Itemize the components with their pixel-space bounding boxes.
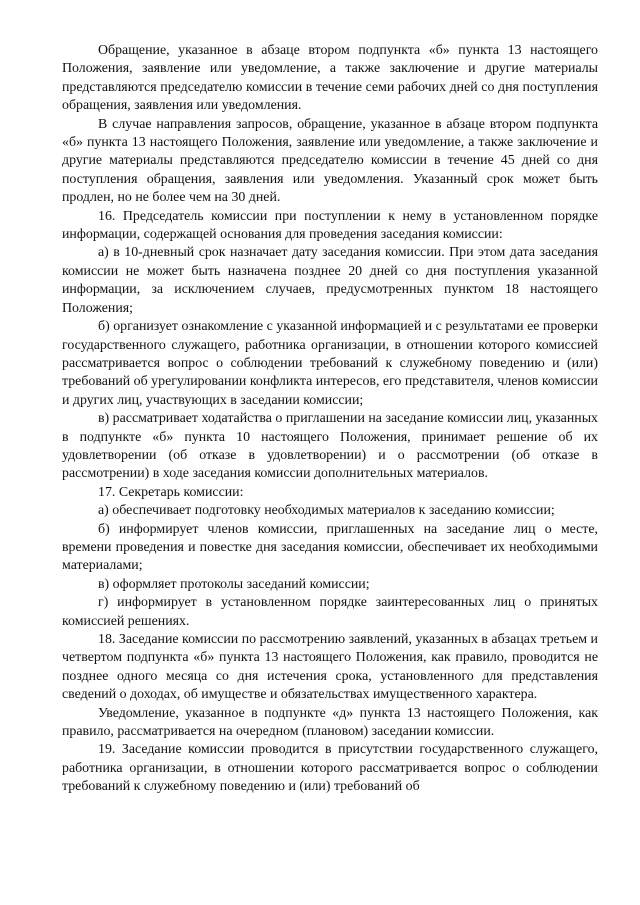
paragraph-17g: г) информирует в установленном порядке заинтересованных лиц о принятых комиссией решениях. [62, 595, 598, 629]
paragraph-16v: в) рассматривает ходатайства о приглашении на заседание комиссии лиц, указанных в подпункте «б» пункта 10 настоящего Положения, принимает решение об их удовлетворении (об отказе в удовлетворении) и о рассмотрении (об отказе в рассмотрении) в ходе заседания комиссии дополнительных материалов. [62, 411, 598, 482]
paragraph-17v: в) оформляет протоколы заседаний комиссии; [98, 576, 370, 592]
paragraph-17: 17. Секретарь комиссии: [98, 484, 244, 500]
paragraph-17b: б) информирует членов комиссии, приглашенных на заседание лиц о месте, времени проведения и повестке дня заседания комиссии, обеспечивает их необходимыми материалами; [62, 521, 598, 574]
paragraph-18-notice: Уведомление, указанное в подпункте «д» пункта 13 настоящего Положения, как правило, рассматривается на очередном (плановом) заседании комиссии. [62, 705, 598, 740]
paragraph-1: Обращение, указанное в абзаце втором подпункта «б» пункта 13 настоящего Положения, заявление или уведомление, а также заключение и другие материалы представляются председателю комиссии в течение семи рабочих дней со дня поступления обращения, заявления или уведомления. [62, 43, 598, 114]
paragraph-16: 16. Председатель комиссии при поступлении к нему в установленном порядке информации, содержащей основания для проведения заседания комиссии: [62, 208, 598, 243]
paragraph-16b: б) организует ознакомление с указанной информацией и с результатами ее проверки государственного служащего, работника организации, в отношении которого комиссией рассматривается вопрос о соблюдении требований к служебному поведению и (или) требований об урегулировании конфликта интересов, его представителя, членов комиссии и других лиц, участвующих в заседании комиссии; [62, 319, 598, 408]
document-page [62, 42, 598, 797]
paragraph-16a: а) в 10-дневный срок назначает дату заседания комиссии. При этом дата заседания комиссии не может быть назначена позднее 20 дней со дня поступления указанной информации, за исключением случаев, предусмотренных пунктом 18 настоящего Положения; [62, 245, 598, 316]
paragraph-17a: а) обеспечивает подготовку необходимых материалов к заседанию комиссии; [98, 503, 555, 519]
paragraph-19: 19. Заседание комиссии проводится в присутствии государственного служащего, работника организации, в отношении которого рассматривается вопрос о соблюдении требований к служебному поведению и (или) требований об [62, 742, 598, 795]
paragraph-2: В случае направления запросов, обращение, указанное в абзаце втором подпункта «б» пункта 13 настоящего Положения, заявление или уведомление, а также заключение и другие материалы представляются председателю комиссии в течение 45 дней со дня поступления обращения, заявления или уведомления. Указанный срок может быть продлен, но не более чем на 30 дней. [62, 116, 598, 206]
paragraph-18: 18. Заседание комиссии по рассмотрению заявлений, указанных в абзацах третьем и четвертом подпункта «б» пункта 13 настоящего Положения, как правило, проводится не позднее одного месяца со дня истечения срока, установленного для представления сведений о доходах, об имуществе и обязательствах имущественного характера. [62, 632, 598, 703]
